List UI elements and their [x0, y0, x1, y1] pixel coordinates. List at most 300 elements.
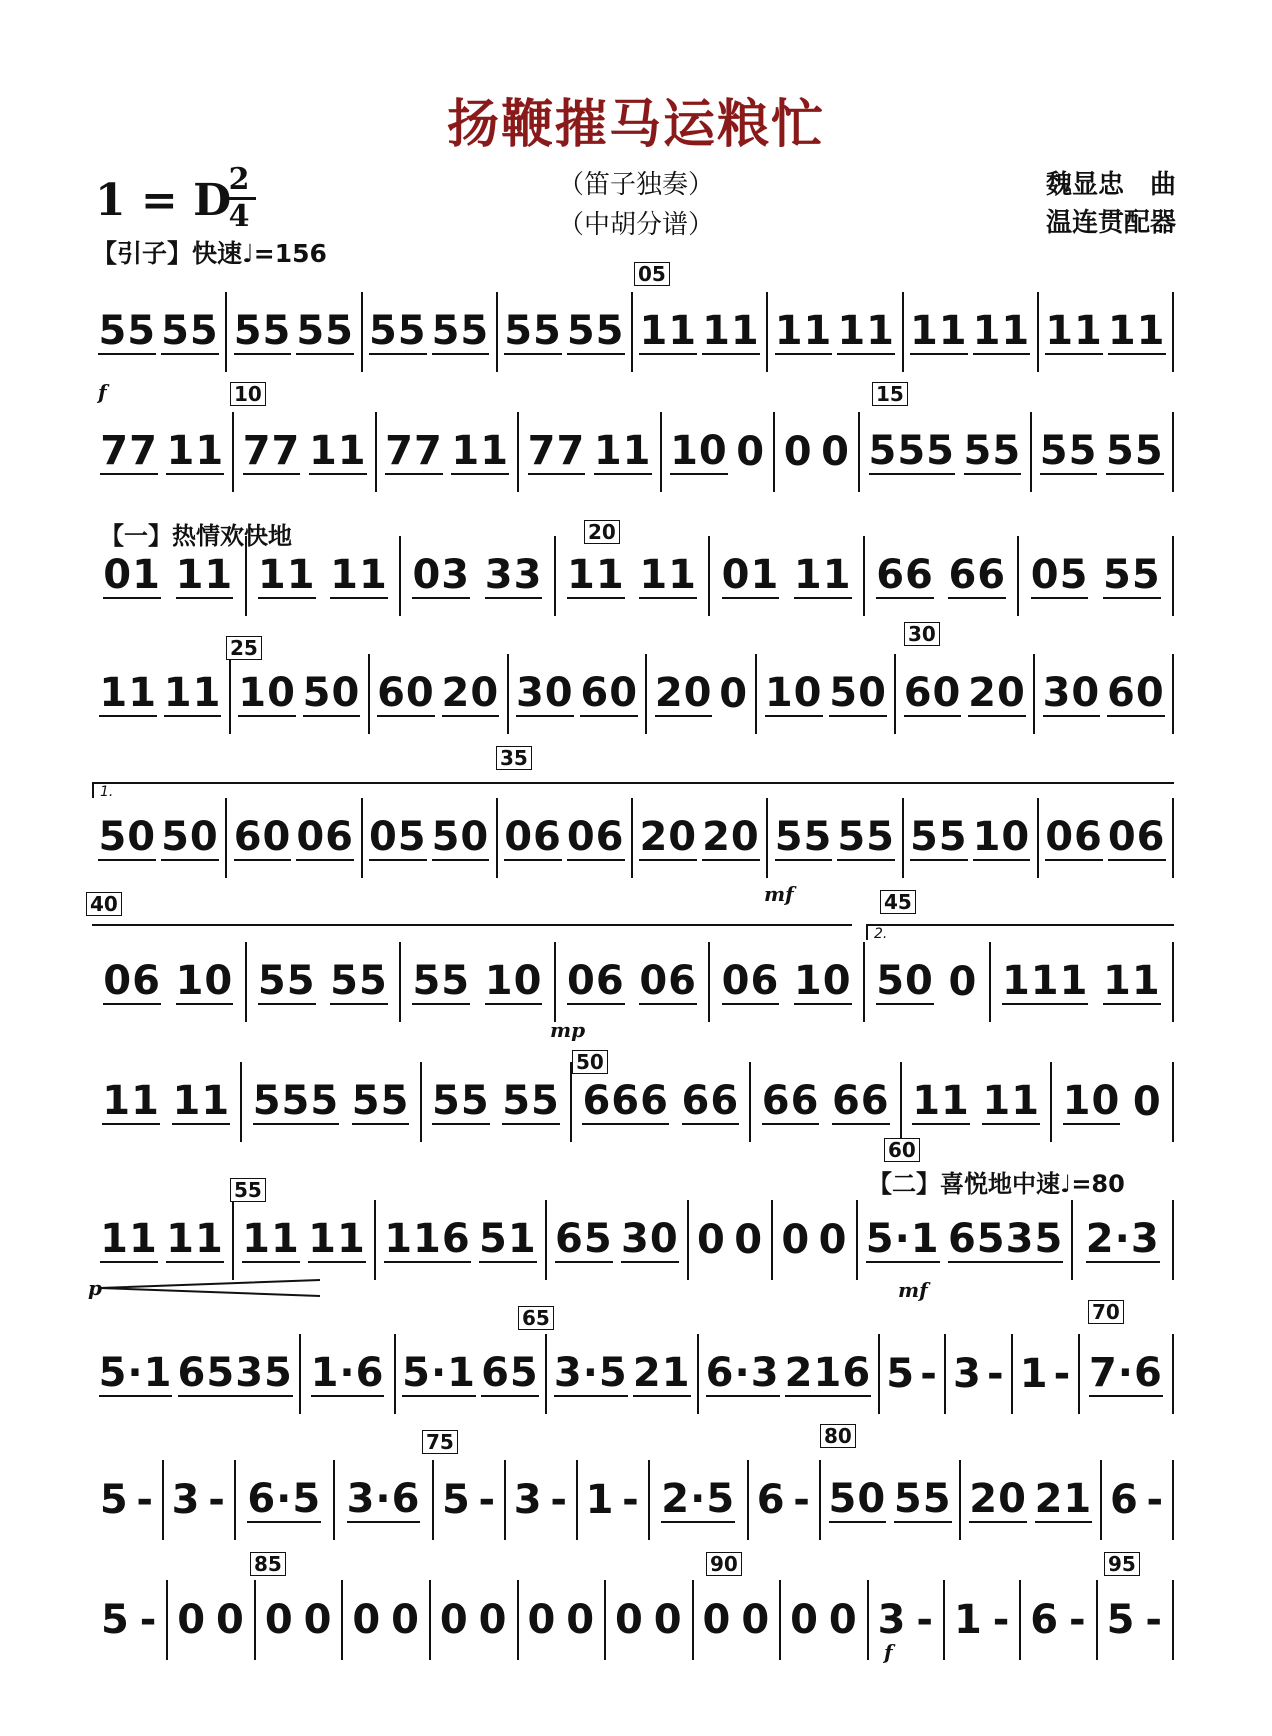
- measure: [606, 1580, 694, 1660]
- measure: [363, 292, 498, 372]
- note-group: 6·3: [705, 1350, 780, 1396]
- measure: [633, 292, 768, 372]
- measure: [945, 1580, 1021, 1660]
- measure: [335, 1460, 434, 1540]
- measure: [946, 1334, 1013, 1414]
- measure: [904, 798, 1039, 878]
- measure: [377, 412, 519, 492]
- note-group: 6: [756, 1477, 786, 1523]
- measure: [1013, 1334, 1080, 1414]
- note-group: 20: [639, 814, 698, 860]
- note-group: 0: [702, 1597, 732, 1643]
- note-group: -: [1146, 1477, 1165, 1523]
- measure: [710, 536, 865, 616]
- measure: [821, 1460, 962, 1540]
- dynamic-mezzo-piano: mp: [550, 1018, 586, 1042]
- note-group: 66: [948, 552, 1007, 598]
- note-group: 0: [948, 959, 978, 1005]
- measure: [869, 1580, 945, 1660]
- note-group: 20: [968, 670, 1026, 716]
- dynamic-forte: f: [98, 380, 107, 404]
- note-group: 6: [1030, 1597, 1060, 1643]
- measure: [633, 798, 768, 878]
- measure-number-65: 65: [518, 1306, 554, 1330]
- measure: [572, 1062, 751, 1142]
- measure: [547, 1334, 699, 1414]
- note-group: 0: [303, 1597, 333, 1643]
- note-group: -: [208, 1477, 226, 1523]
- note-group: 11: [163, 670, 222, 716]
- composer: 魏显忠 曲: [1045, 170, 1176, 200]
- note-group: 55: [909, 814, 968, 860]
- note-group: 11: [639, 308, 698, 354]
- note-group: 55: [233, 308, 292, 354]
- note-group: 55: [502, 1078, 560, 1124]
- measure: [710, 942, 865, 1022]
- note-group: 5·1: [98, 1350, 173, 1396]
- measure-number-60: 60: [884, 1138, 920, 1162]
- note-group: 20: [441, 670, 500, 716]
- measure: [247, 942, 402, 1022]
- note-group: 3·6: [346, 1476, 421, 1522]
- note-group: 01: [721, 552, 780, 598]
- note-group: 11: [912, 1078, 970, 1124]
- note-group: 0: [216, 1597, 245, 1643]
- note-group: 50: [431, 814, 490, 860]
- note-group: 20: [969, 1476, 1027, 1522]
- score-row-9: [92, 1334, 1174, 1414]
- note-group: -: [1053, 1351, 1072, 1397]
- note-group: 55: [1103, 552, 1161, 598]
- note-group: 20: [702, 814, 760, 860]
- note-group: 6·5: [247, 1476, 322, 1522]
- section-two-label: 【二】喜悦地中速♩=80: [868, 1170, 1125, 1198]
- measure: [498, 292, 633, 372]
- note-group: 66: [876, 552, 934, 598]
- note-group: 6535: [177, 1350, 293, 1396]
- note-group: 11: [1045, 308, 1103, 354]
- measure: [498, 798, 633, 878]
- note-group: 06: [639, 958, 697, 1004]
- note-group: 0: [352, 1597, 382, 1643]
- measure-number-50: 50: [572, 1050, 608, 1074]
- note-group: 06: [566, 814, 625, 860]
- note-group: 50: [161, 814, 219, 860]
- note-group: -: [1145, 1597, 1163, 1643]
- measure: [694, 1580, 782, 1660]
- note-group: 0: [734, 1217, 764, 1263]
- measure: [1098, 1580, 1174, 1660]
- note-group: 10: [793, 958, 852, 1004]
- measure-number-85: 85: [250, 1552, 286, 1576]
- note-group: 55: [368, 308, 427, 354]
- note-group: -: [920, 1351, 938, 1397]
- measure: [231, 654, 370, 734]
- measure: [1035, 654, 1174, 734]
- note-group: 11: [837, 308, 896, 354]
- note-group: 01: [103, 552, 161, 598]
- note-group: 77: [385, 428, 443, 474]
- note-group: 66: [681, 1078, 740, 1124]
- note-group: 11: [99, 670, 158, 716]
- note-group: 5: [441, 1477, 471, 1523]
- measure-number-45: 45: [880, 890, 916, 914]
- note-group: -: [478, 1477, 497, 1523]
- measure: [768, 798, 903, 878]
- measure: [519, 412, 661, 492]
- note-group: 20: [654, 670, 713, 716]
- note-group: 0: [790, 1597, 819, 1643]
- measure: [301, 1334, 395, 1414]
- measure-number-10: 10: [230, 382, 266, 406]
- measure: [242, 1062, 421, 1142]
- note-group: 11: [100, 1216, 158, 1262]
- note-group: 55: [98, 308, 157, 354]
- first-ending-bracket: [92, 782, 1174, 798]
- note-group: 66: [761, 1078, 820, 1124]
- score-row-8: [92, 1200, 1174, 1280]
- dynamic-mezzo-forte-2: mf: [898, 1278, 928, 1302]
- note-group: 55: [257, 958, 316, 1004]
- measure: [376, 1200, 547, 1280]
- measure: [902, 1062, 1052, 1142]
- note-group: 0: [653, 1597, 683, 1643]
- note-group: 50: [98, 814, 157, 860]
- note-group: 11: [172, 1078, 231, 1124]
- note-group: 51: [479, 1216, 537, 1262]
- note-group: 55: [161, 308, 219, 354]
- note-group: 05: [368, 814, 427, 860]
- note-group: 55: [893, 1476, 952, 1522]
- measure-number-90: 90: [706, 1552, 742, 1576]
- note-group: 11: [257, 552, 316, 598]
- measure-number-75: 75: [422, 1430, 458, 1454]
- note-group: 60: [377, 670, 435, 716]
- measure: [858, 1200, 1074, 1280]
- credits: [1046, 166, 1176, 242]
- note-group: 11: [702, 308, 760, 354]
- measure: [1039, 798, 1174, 878]
- section-one-label: 【一】热情欢快地: [100, 522, 292, 550]
- note-group: 11: [308, 1216, 366, 1262]
- measure: [556, 942, 711, 1022]
- subtitle-instrument: （笛子独奏）: [557, 170, 714, 200]
- note-group: 55: [432, 1078, 490, 1124]
- measure: [227, 798, 362, 878]
- note-group: 6: [1109, 1477, 1139, 1523]
- measure-number-05: 05: [634, 262, 670, 286]
- measure: [775, 412, 860, 492]
- note-group: 555: [868, 428, 955, 474]
- note-group: -: [136, 1477, 154, 1523]
- note-group: -: [992, 1597, 1011, 1643]
- note-group: 10: [1062, 1078, 1121, 1124]
- note-group: 2·3: [1085, 1216, 1160, 1262]
- measure: [749, 1460, 821, 1540]
- measure: [547, 1200, 689, 1280]
- note-group: 216: [784, 1350, 872, 1396]
- note-group: 06: [1045, 814, 1103, 860]
- measure: [699, 1334, 880, 1414]
- arranger: 温连贯配器: [1045, 208, 1176, 238]
- note-group: 10: [764, 670, 823, 716]
- note-group: 0: [615, 1597, 644, 1643]
- measure: [578, 1460, 650, 1540]
- measure: [751, 1062, 901, 1142]
- note-group: 11: [567, 552, 625, 598]
- note-group: 66: [831, 1078, 890, 1124]
- measure: [904, 292, 1039, 372]
- note-group: 03: [412, 552, 471, 598]
- measure-number-80: 80: [820, 1424, 856, 1448]
- second-ending-label: 2.: [874, 926, 888, 942]
- first-ending-label: 1.: [100, 784, 114, 800]
- note-group: 50: [876, 958, 934, 1004]
- measure-number-40: 40: [86, 892, 122, 916]
- measure: [865, 942, 991, 1022]
- measure: [647, 654, 757, 734]
- measure: [1019, 536, 1174, 616]
- measure: [92, 1062, 242, 1142]
- measure: [506, 1460, 578, 1540]
- note-group: 77: [527, 428, 586, 474]
- note-group: 0: [719, 671, 749, 717]
- note-group: 666: [582, 1078, 669, 1124]
- score-row-4: [92, 654, 1174, 734]
- measure: [227, 292, 362, 372]
- measure-number-20: 20: [584, 520, 620, 544]
- measure: [92, 1334, 301, 1414]
- note-group: 10: [972, 814, 1031, 860]
- measure: [92, 798, 227, 878]
- note-group: 11: [102, 1078, 160, 1124]
- note-group: 11: [1103, 958, 1161, 1004]
- note-group: 60: [580, 670, 639, 716]
- measure: [689, 1200, 773, 1280]
- note-group: 5: [1106, 1597, 1136, 1643]
- score-row-6: [92, 942, 1174, 1022]
- note-group: 11: [242, 1216, 300, 1262]
- measure: [509, 654, 648, 734]
- note-group: 06: [567, 958, 625, 1004]
- measure-number-95: 95: [1104, 1552, 1140, 1576]
- note-group: 555: [252, 1078, 340, 1124]
- note-group: -: [622, 1477, 640, 1523]
- note-group: 55: [330, 958, 388, 1004]
- note-group: 3: [513, 1477, 543, 1523]
- note-group: 0: [828, 1597, 858, 1643]
- note-group: 5·1: [402, 1350, 476, 1396]
- measure: [92, 1580, 168, 1660]
- note-group: 06: [1107, 814, 1166, 860]
- note-group: 50: [302, 670, 361, 716]
- note-group: 7·6: [1088, 1350, 1163, 1396]
- note-group: 21: [632, 1350, 691, 1396]
- note-group: 11: [774, 308, 833, 354]
- measure: [92, 412, 234, 492]
- measure: [757, 654, 896, 734]
- note-group: 55: [774, 814, 833, 860]
- note-group: 06: [103, 958, 161, 1004]
- measure: [164, 1460, 236, 1540]
- measure: [363, 798, 498, 878]
- measure: [519, 1580, 607, 1660]
- note-group: 0: [741, 1597, 771, 1643]
- measure: [865, 536, 1020, 616]
- note-group: 77: [100, 428, 158, 474]
- note-group: 60: [1106, 670, 1165, 716]
- measure-number-70: 70: [1088, 1300, 1124, 1324]
- score-row-10: [92, 1460, 1174, 1540]
- note-group: 111: [1001, 958, 1089, 1004]
- measure: [1080, 1334, 1174, 1414]
- note-group: 0: [821, 429, 850, 475]
- note-group: 3·5: [553, 1350, 628, 1396]
- time-signature-bottom: 4: [228, 199, 250, 234]
- measure: [781, 1580, 869, 1660]
- measure: [343, 1580, 431, 1660]
- note-group: -: [916, 1597, 935, 1643]
- measure: [431, 1580, 519, 1660]
- measure: [773, 1200, 857, 1280]
- note-group: 60: [903, 670, 962, 716]
- note-group: 55: [837, 814, 896, 860]
- measure: [396, 1334, 548, 1414]
- measure: [556, 536, 711, 616]
- note-group: 55: [963, 428, 1022, 474]
- note-group: -: [793, 1477, 811, 1523]
- note-group: 3: [171, 1477, 201, 1523]
- measure: [92, 942, 247, 1022]
- note-group: 0: [566, 1597, 596, 1643]
- note-group: 05: [1030, 552, 1089, 598]
- measure-number-30: 30: [904, 622, 940, 646]
- measure: [234, 1200, 376, 1280]
- measure: [896, 654, 1035, 734]
- measure: [401, 536, 556, 616]
- score-row-2: [92, 412, 1174, 492]
- note-group: 0: [1132, 1079, 1162, 1125]
- note-group: 06: [504, 814, 562, 860]
- measure: [1021, 1580, 1097, 1660]
- measure: [1032, 412, 1174, 492]
- note-group: -: [139, 1597, 158, 1643]
- note-group: 11: [593, 428, 652, 474]
- measure: [256, 1580, 344, 1660]
- measure: [880, 1334, 947, 1414]
- note-group: -: [1069, 1597, 1087, 1643]
- note-group: 5: [99, 1477, 129, 1523]
- note-group: 10: [238, 670, 296, 716]
- note-group: 10: [175, 958, 234, 1004]
- measure: [92, 292, 227, 372]
- note-group: 11: [982, 1078, 1041, 1124]
- note-group: 21: [1034, 1476, 1093, 1522]
- dynamic-mezzo-forte: mf: [764, 882, 794, 906]
- note-group: 10: [670, 428, 728, 474]
- note-group: 0: [783, 429, 813, 475]
- note-group: 5·1: [865, 1216, 940, 1262]
- note-group: 1: [585, 1477, 615, 1523]
- measure: [991, 942, 1174, 1022]
- note-group: 0: [177, 1597, 207, 1643]
- measure: [650, 1460, 749, 1540]
- key-signature: 1 = D: [95, 175, 232, 226]
- note-group: 30: [1042, 670, 1101, 716]
- note-group: 55: [412, 958, 471, 1004]
- note-group: -: [986, 1351, 1005, 1397]
- note-group: 65: [555, 1216, 613, 1262]
- score-row-5: [92, 798, 1174, 878]
- time-signature-top: 2: [228, 162, 250, 197]
- measure: [92, 654, 231, 734]
- note-group: 11: [639, 552, 697, 598]
- score-row-1: [92, 292, 1174, 372]
- measure: [1073, 1200, 1174, 1280]
- note-group: 11: [451, 428, 510, 474]
- note-group: 55: [1039, 428, 1098, 474]
- dynamic-forte-2: f: [884, 1640, 893, 1664]
- note-group: 6535: [947, 1216, 1064, 1262]
- note-group: 2·5: [661, 1476, 736, 1522]
- note-group: 30: [621, 1216, 679, 1262]
- measure: [92, 1460, 164, 1540]
- measure: [236, 1460, 335, 1540]
- measure: [401, 942, 556, 1022]
- note-group: 0: [818, 1217, 848, 1263]
- note-group: 50: [828, 1476, 887, 1522]
- note-group: 11: [166, 1216, 224, 1262]
- note-group: 0: [439, 1597, 469, 1643]
- note-group: 11: [793, 552, 852, 598]
- note-group: 55: [296, 308, 355, 354]
- note-group: 0: [527, 1597, 557, 1643]
- note-group: 11: [909, 308, 968, 354]
- measure: [422, 1062, 572, 1142]
- measure-number-35: 35: [496, 746, 532, 770]
- measure: [92, 1200, 234, 1280]
- note-group: 55: [431, 308, 490, 354]
- note-group: -: [550, 1477, 568, 1523]
- note-group: 1·6: [310, 1350, 385, 1396]
- crescendo-hairpin: [100, 1278, 320, 1298]
- note-group: 06: [721, 958, 780, 1004]
- score-row-7: [92, 1062, 1174, 1142]
- time-signature: [222, 164, 256, 233]
- measure: [1052, 1062, 1174, 1142]
- note-group: 65: [481, 1350, 539, 1396]
- measure: [961, 1460, 1102, 1540]
- note-group: 10: [484, 958, 543, 1004]
- note-group: 11: [972, 308, 1031, 354]
- note-group: 11: [166, 428, 225, 474]
- measure: [370, 654, 509, 734]
- note-group: 55: [1106, 428, 1164, 474]
- score-row-11: [92, 1580, 1174, 1660]
- first-ending-bracket-cont: [92, 924, 852, 940]
- measure: [1039, 292, 1174, 372]
- note-group: 50: [829, 670, 887, 716]
- note-group: 60: [233, 814, 292, 860]
- note-group: 1: [953, 1597, 983, 1643]
- note-group: 0: [478, 1597, 508, 1643]
- measure: [768, 292, 903, 372]
- note-group: 0: [697, 1217, 726, 1263]
- note-group: 0: [736, 429, 766, 475]
- note-group: 06: [296, 814, 355, 860]
- note-group: 3: [877, 1597, 907, 1643]
- note-group: 0: [264, 1597, 294, 1643]
